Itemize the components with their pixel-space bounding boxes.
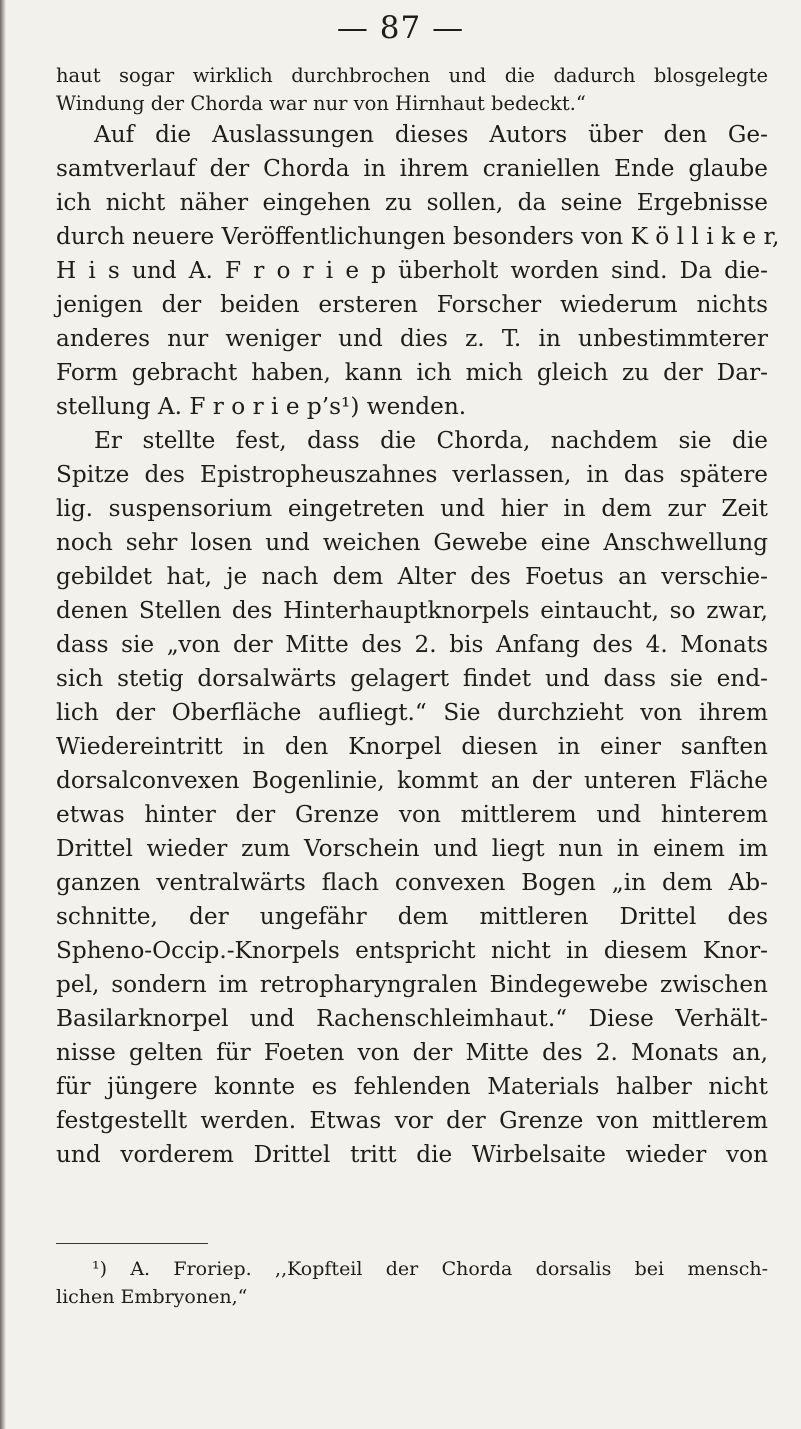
- footnotes: [56, 1255, 768, 1311]
- text-line: durch neuere Veröffentlichungen besonders von K ö l l i k e r,: [56, 223, 780, 250]
- text-line: stellung A. F r o r i e p’s¹) wenden.: [56, 393, 467, 420]
- text-line: Drittel wieder zum Vorschein und liegt nun in einem im: [56, 835, 768, 862]
- text-line: Spheno-Occip.-Knorpels entspricht nicht in diesem Knor-: [56, 937, 768, 964]
- text-line: schnitte, der ungefähr dem mittleren Drittel des: [56, 903, 768, 930]
- text-line: Wiedereintritt in den Knorpel diesen in einer sanften: [56, 733, 768, 760]
- page-edge-shadow: [0, 0, 6, 1429]
- text-line: für jüngere konnte es fehlenden Materials halber nicht: [56, 1073, 768, 1100]
- text-line: Auf die Auslassungen dieses Autors über den Ge-: [94, 121, 768, 148]
- text-line: Form gebracht haben, kann ich mich gleich zu der Dar-: [56, 359, 768, 386]
- text-line: Windung der Chorda war nur von Hirnhaut bedeckt.“: [56, 92, 586, 115]
- text-line: lich der Oberfläche aufliegt.“ Sie durchzieht von ihrem: [56, 699, 768, 726]
- text-line: dorsalconvexen Bogenlinie, kommt an der unteren Fläche: [56, 767, 768, 794]
- text-line: Basilarknorpel und Rachenschleimhaut.“ Diese Verhält-: [56, 1005, 768, 1032]
- text-line: nisse gelten für Foeten von der Mitte des 2. Monats an,: [56, 1039, 768, 1066]
- text-line: ich nicht näher eingehen zu sollen, da seine Ergebnisse: [56, 189, 768, 216]
- text-line: dass sie „von der Mitte des 2. bis Anfang des 4. Monats: [56, 631, 768, 658]
- text-line: Spitze des Epistropheuszahnes verlassen, in das spätere: [56, 461, 768, 488]
- text-line: H i s und A. F r o r i e p überholt worden sind. Da die-: [56, 257, 768, 284]
- footnote-divider: [56, 1243, 208, 1244]
- text-line: anderes nur weniger und dies z. T. in unbestimmterer: [56, 325, 768, 352]
- body-text: [56, 62, 780, 1172]
- text-line: haut sogar wirklich durchbrochen und die dadurch blosgelegte: [56, 64, 768, 87]
- text-line: denen Stellen des Hinterhauptknorpels eintaucht, so zwar,: [56, 597, 768, 624]
- text-line: gebildet hat, je nach dem Alter des Foetus an verschie-: [56, 563, 768, 590]
- text-line: Er stellte fest, dass die Chorda, nachdem sie die: [94, 427, 768, 454]
- text-line: samtverlauf der Chorda in ihrem craniellen Ende glaube: [56, 155, 768, 182]
- text-line: sich stetig dorsalwärts gelagert findet und dass sie end-: [56, 665, 768, 692]
- text-line: etwas hinter der Grenze von mittlerem und hinterem: [56, 801, 768, 828]
- footnote-line: lichen Embryonen,“: [56, 1286, 248, 1308]
- page-number: — 87 —: [336, 10, 465, 46]
- text-line: ganzen ventralwärts flach convexen Bogen „in dem Ab-: [56, 869, 768, 896]
- text-line: und vorderem Drittel tritt die Wirbelsaite wieder von: [56, 1141, 768, 1168]
- text-line: lig. suspensorium eingetreten und hier in dem zur Zeit: [56, 495, 768, 522]
- text-line: jenigen der beiden ersteren Forscher wiederum nichts: [56, 291, 768, 318]
- text-line: festgestellt werden. Etwas vor der Grenze von mittlerem: [56, 1107, 768, 1134]
- text-line: pel, sondern im retropharyngralen Bindegewebe zwischen: [56, 971, 768, 998]
- footnote-line: ¹) A. Froriep. ,,Kopfteil der Chorda dorsalis bei mensch-: [92, 1258, 768, 1280]
- text-line: noch sehr losen und weichen Gewebe eine Anschwellung: [56, 529, 768, 556]
